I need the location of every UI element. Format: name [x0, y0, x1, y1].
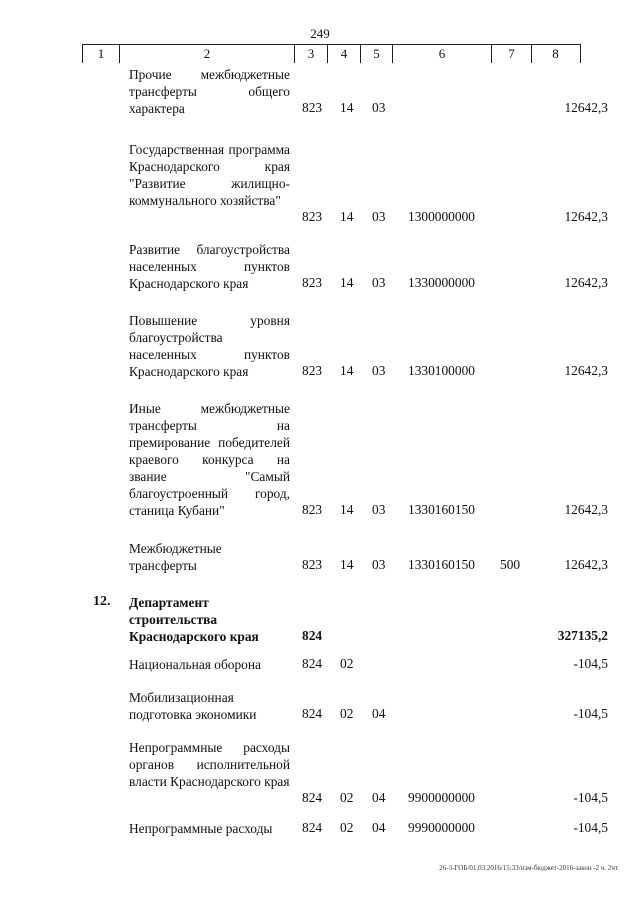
row-col-4: 02: [340, 706, 354, 721]
row-col-6: 1330100000: [408, 363, 475, 378]
row-col-5: 03: [372, 100, 386, 115]
header-col-1: 1: [83, 45, 120, 63]
row-col-8: -104,5: [573, 656, 608, 671]
row-name: Национальная оборона: [129, 657, 261, 672]
row-col-6: 9990000000: [408, 820, 475, 835]
header-col-4: 4: [328, 45, 361, 63]
header-col-6: 6: [393, 45, 492, 63]
row-name: Развитие благоустройства населенных пунктов Краснодарского края: [129, 242, 290, 291]
row-name: Межбюджетные трансферты: [129, 541, 222, 573]
row-col-5: 03: [372, 209, 386, 224]
row-col-3: 823: [302, 557, 323, 572]
row-col-3: 824: [302, 820, 323, 835]
row-col-3: 823: [302, 502, 323, 517]
table-header: [82, 44, 581, 63]
footer-code: 26-3-ГОБ/01.03.2016/15:33/изм-бюджет-2016-закон -2 ч. 2чт: [439, 864, 618, 872]
row-col-6: 9900000000: [408, 790, 475, 805]
row-col-3: 824: [302, 790, 323, 805]
row-col-5: 03: [372, 363, 386, 378]
row-col-5: 04: [372, 820, 386, 835]
header-col-8: 8: [552, 46, 559, 61]
row-col-4: 14: [340, 502, 354, 517]
row-col-4: 02: [340, 656, 354, 671]
row-name: Повышение уровня благоустройства населенных пунктов Краснодарского края: [129, 313, 290, 379]
row-col-3: 824: [302, 706, 323, 721]
row-col-5: 03: [372, 557, 386, 572]
row-name: Прочие межбюджетные трансферты общего характера: [129, 67, 290, 116]
row-col-8: 12642,3: [564, 502, 608, 517]
row-col-8: 327135,2: [557, 628, 608, 643]
header-col-7: 7: [492, 45, 532, 63]
row-col-3: 824: [302, 656, 323, 671]
row-col-3: 823: [302, 100, 323, 115]
row-col-6: 1300000000: [408, 209, 475, 224]
row-col-4: 14: [340, 209, 354, 224]
row-col-5: 04: [372, 706, 386, 721]
row-name: Государственная программа Краснодарского края "Развитие жилищно-коммунального хозяйства": [129, 142, 290, 208]
row-col-5: 03: [372, 275, 386, 290]
row-col-4: 02: [340, 820, 354, 835]
row-col-4: 14: [340, 363, 354, 378]
header-col-5: 5: [361, 45, 393, 63]
row-col-8: -104,5: [573, 706, 608, 721]
row-col-8: 12642,3: [564, 363, 608, 378]
row-col-8: 12642,3: [564, 275, 608, 290]
row-col-4: 02: [340, 790, 354, 805]
row-name: Мобилизационная подготовка экономики: [129, 690, 257, 722]
row-col-6: 1330160150: [408, 557, 475, 572]
header-col-2: 2: [120, 45, 295, 63]
header-col-3: 3: [295, 45, 328, 63]
row-col-3: 823: [302, 363, 323, 378]
row-col-3: 824: [302, 628, 323, 643]
page-number: 249: [310, 26, 330, 41]
row-col-7: 500: [500, 557, 521, 572]
row-name: Непрограммные расходы органов исполнительной власти Краснодарского края: [129, 740, 290, 789]
row-col-8: 12642,3: [564, 557, 608, 572]
row-col-6: 1330160150: [408, 502, 475, 517]
row-col-8: -104,5: [573, 790, 608, 805]
row-col-8: 12642,3: [564, 100, 608, 115]
row-col-5: 04: [372, 790, 386, 805]
row-col-4: 14: [340, 275, 354, 290]
row-col-8: -104,5: [573, 820, 608, 835]
row-col-8: 12642,3: [564, 209, 608, 224]
row-col-4: 14: [340, 557, 354, 572]
row-col-4: 14: [340, 100, 354, 115]
row-col-3: 823: [302, 275, 323, 290]
section-number: 12.: [93, 594, 111, 609]
row-name: Непрограммные расходы: [129, 821, 273, 836]
row-col-5: 03: [372, 502, 386, 517]
row-name: Иные межбюджетные трансферты на премирование победителей краевого конкурса на звание "Самый благоустроенный город, станица Кубани": [129, 401, 290, 518]
row-col-6: 1330000000: [408, 275, 475, 290]
row-col-3: 823: [302, 209, 323, 224]
section-title: Департамент строительства Краснодарского края: [129, 595, 259, 644]
